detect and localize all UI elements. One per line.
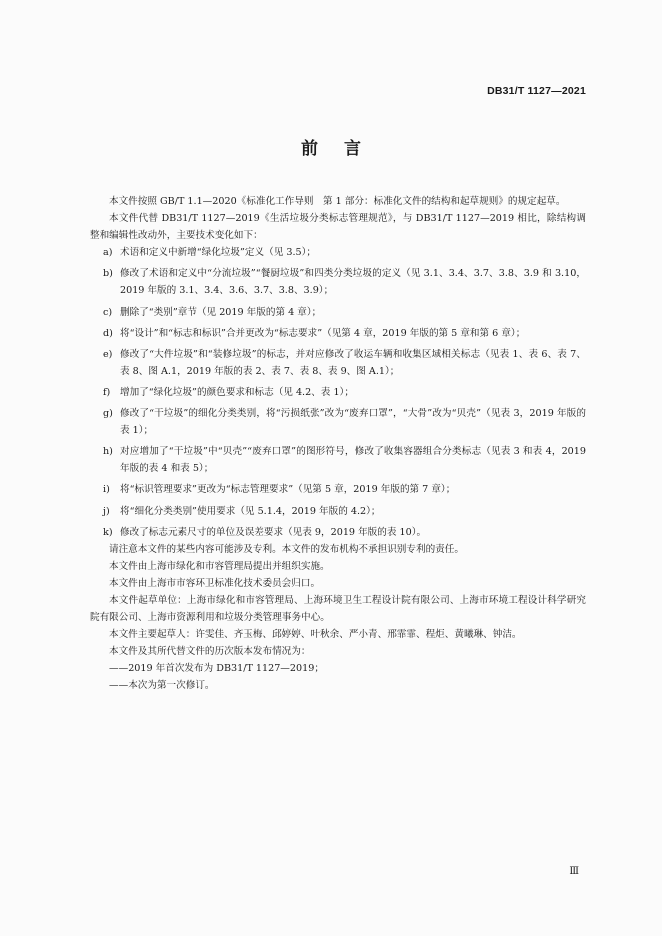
list-item <box>90 443 586 477</box>
list-item-text: 将“设计”和“标志和标识”合并更改为“标志要求”（见第 4 章，2019 年版的第 5 章和第 6 章）； <box>120 327 526 339</box>
list-marker: a) <box>103 247 113 259</box>
list-item <box>90 265 586 299</box>
list-item-text: 修改了术语和定义中“分流垃圾”“餐厨垃圾”和四类分类垃圾的定义（见 3.1、3.4、3.7、3.8、3.9 和 3.10，2019 年版的 3.1、3.4、3.6、3.7、3.8、3.9）； <box>120 268 586 297</box>
closing-paragraph: 本文件及其所代替文件的历次版本发布情况为： <box>109 646 311 658</box>
closing-paragraph: 本文件由上海市市容环卫标准化技术委员会归口。 <box>109 577 321 589</box>
page-title: 前言 <box>301 139 387 159</box>
page-number: Ⅲ <box>569 866 579 877</box>
list-item-text: 修改了“干垃圾”的细化分类类别，将“污损纸张”改为“废弃口罩”，“大骨”改为“贝壳”（见表 3，2019 年版的表 1）； <box>120 408 586 437</box>
list-item-text: 术语和定义中新增“绿化垃圾”定义（见 3.5）； <box>120 247 317 259</box>
list-item <box>90 524 586 541</box>
list-item-text: 将“细化分类类别”使用要求（见 5.1.4，2019 年版的 4.2）； <box>120 505 381 517</box>
closing-paragraph: 本文件起草单位：上海市绿化和市容管理局、上海环境卫生工程设计院有限公司、上海市环境工程设计科学研究院有限公司、上海市资源利用和垃圾分类管理事务中心。 <box>90 594 586 624</box>
list-marker: f) <box>103 386 111 398</box>
closing-paragraph: 本文件主要起草人：许雯佳、齐玉梅、邱婷婷、叶秋余、严小青、邢霏霏、程炬、黄曦琳、钟洁。 <box>109 629 522 641</box>
list-item <box>90 346 586 380</box>
foreword-body <box>90 193 586 695</box>
list-marker: j) <box>103 505 110 517</box>
list-item-text: 删除了“类别”章节（见 2019 年版的第 4 章）； <box>120 306 322 318</box>
list-item <box>90 503 586 520</box>
list-marker: e) <box>103 348 113 360</box>
list-item-text: 增加了“绿化垃圾”的颜色要求和标志（见 4.2、表 1）； <box>120 386 354 398</box>
list-marker: k) <box>103 526 113 538</box>
intro-paragraph: 本文件按照 GB/T 1.1—2020《标准化工作导则 第 1 部分：标准化文件的结构和起草规则》的规定起草。 <box>109 196 566 207</box>
list-item-text: 修改了“大件垃圾”和“装修垃圾”的标志，并对应修改了收运车辆和收集区域相关标志（见表 1、表 6、表 7、表 8、图 A.1，2019 年版的表 2、表 7、表 8、表 9、图 A.1）； <box>120 348 586 377</box>
list-marker: i) <box>103 484 110 496</box>
list-item-text: 对应增加了“干垃圾”中“贝壳”“废弃口罩”的图形符号，修改了收集容器组合分类标志（见表 3 和表 4，2019 年版的表 4 和表 5）； <box>120 446 586 475</box>
list-marker: b) <box>103 268 113 280</box>
closing-paragraph: 请注意本文件的某些内容可能涉及专利。本文件的发布机构不承担识别专利的责任。 <box>109 543 464 555</box>
list-item <box>90 325 586 342</box>
history-entry: ——本次为第一次修订。 <box>109 680 215 692</box>
list-item <box>90 481 586 498</box>
list-marker: c) <box>103 306 113 318</box>
document-number: DB31/T 1127—2021 <box>487 85 586 97</box>
list-marker: g) <box>103 408 113 420</box>
history-entry: ——2019 年首次发布为 DB31/T 1127—2019； <box>109 663 324 675</box>
list-item <box>90 304 586 321</box>
intro-paragraph: 本文件代替 DB31/T 1127—2019《生活垃圾分类标志管理规范》，与 DB31/T 1127—2019 相比，除结构调整和编辑性改动外，主要技术变化如下： <box>90 213 586 242</box>
list-item-text: 修改了标志元素尺寸的单位及误差要求（见表 9，2019 年版的表 10）。 <box>120 526 427 538</box>
list-item <box>90 244 586 261</box>
list-item <box>90 405 586 439</box>
closing-paragraph: 本文件由上海市绿化和市容管理局提出并组织实施。 <box>109 560 330 572</box>
list-item-text: 将“标识管理要求”更改为“标志管理要求”（见第 5 章，2019 年版的第 7 章）； <box>120 484 456 496</box>
list-marker: d) <box>103 327 113 339</box>
list-item <box>90 384 586 401</box>
list-marker: h) <box>103 446 113 458</box>
